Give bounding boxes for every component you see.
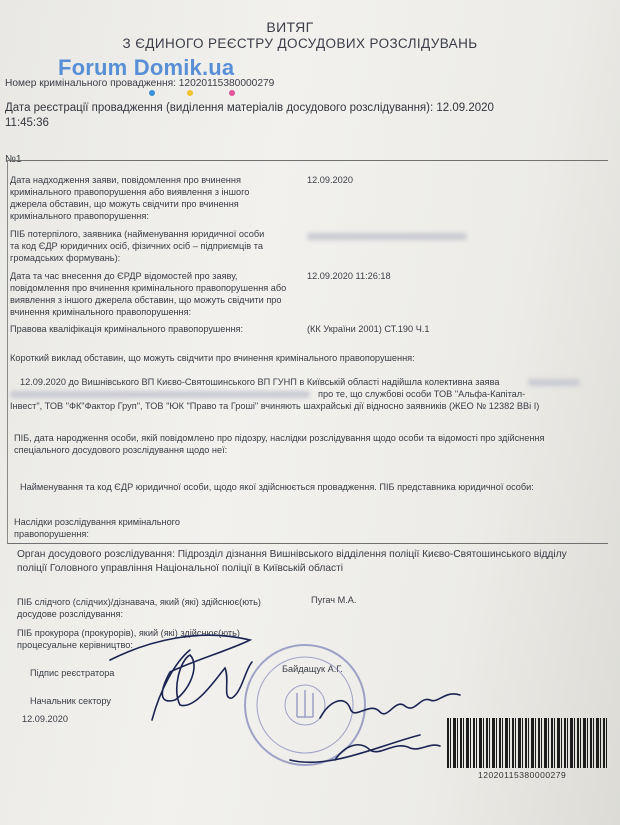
document-title: ВИТЯГ xyxy=(266,19,314,35)
suspect-label-2: спеціального досудового розслідування щодо неї: xyxy=(14,445,228,455)
entry-date-label-4: вчинення кримінального правопорушення: xyxy=(10,307,192,317)
watermark-logo: Forum Domik.ua xyxy=(58,55,235,80)
barcode-number: 12020115380000279 xyxy=(478,770,567,780)
registrar-label: Підпис реєстратора xyxy=(30,668,115,678)
qualification-label: Правова кваліфікація кримінального правопорушення: xyxy=(10,324,244,334)
summary-text-3: Інвест", ТОВ "ФК"Фактор Груп", ТОВ "ЮК "Право та Гроші" вчиняють шахрайські дії відносно заявників (ЖЕО № 12382 ВВі I) xyxy=(10,401,540,411)
statement-date-label-3: джерела обставин, що можуть свідчити про вчинення xyxy=(10,199,239,209)
statement-date-label-4: кримінального правопорушення: xyxy=(10,211,149,221)
statement-date-label-2: кримінального правопорушення або виявлення з іншого xyxy=(10,187,250,197)
consequences-label-1: Наслідки розслідування кримінального xyxy=(14,517,180,527)
barcode xyxy=(447,718,609,768)
registration-date-line2: 11:45:36 xyxy=(5,117,49,129)
victim-label-1: ПІБ потерпілого, заявника (найменування юридичної особи xyxy=(10,229,265,239)
prosecutor-label-2: процесуальне керівництво: xyxy=(17,640,133,650)
registrar-signature xyxy=(110,635,252,720)
head-label: Начальник сектору xyxy=(30,696,112,706)
document-date: 12.09.2020 xyxy=(22,714,68,724)
entry-date-label-1: Дата та час внесення до ЄРДР відомостей про заяву, xyxy=(10,271,238,281)
summary-text-1: 12.09.2020 до Вишнівського ВП Києво-Святошинського ВП ГУНП в Київській області надійшла колективна заява xyxy=(20,377,500,387)
entry-date-value: 12.09.2020 11:26:18 xyxy=(307,271,391,281)
document-subtitle: З ЄДИНОГО РЕЄСТРУ ДОСУДОВИХ РОЗСЛІДУВАНЬ xyxy=(122,36,478,51)
statement-date-label-1: Дата надходження заяви, повідомлення про вчинення xyxy=(10,175,241,185)
registration-date-line1: Дата реєстрації провадження (виділення матеріалів досудового розслідування): 12.09.2020 xyxy=(5,102,494,114)
victim-label-3: громадських формувань): xyxy=(10,253,121,263)
official-stamp xyxy=(245,645,365,765)
statement-date-value: 12.09.2020 xyxy=(307,175,353,185)
summary-text-2: про те, що службові особи ТОВ "Альфа-Капітал- xyxy=(318,389,526,399)
victim-label-2: та код ЄДР юридичних осіб, фізичних осіб – підприємців та xyxy=(10,241,263,251)
entry-date-label-3: виявлення з іншого джерела обставин, що можуть свідчити про xyxy=(10,295,282,305)
investigation-body-2: поліції Головного управління Національної поліції в Київській області xyxy=(17,563,344,574)
summary-label: Короткий виклад обставин, що можуть свідчити про вчинення кримінального правопорушення: xyxy=(10,353,415,363)
registrar-value: Байдащук А.Г. xyxy=(282,664,343,674)
proceeding-number: Номер кримінального провадження: 12020115380000279 xyxy=(5,78,275,89)
investigation-body-1: Орган досудового розслідування: Підрозділ дізнання Вишнівського відділення поліції Києво-Святошинського відділу xyxy=(17,549,567,560)
prosecutor-label-1: ПІБ прокурора (прокурорів), який (які) здійснює(ють) xyxy=(17,628,240,638)
legal-entity-label: Найменування та код ЄДР юридичної особи, щодо якої здійснюється провадження. ПІБ представника юридичної особи: xyxy=(20,482,534,492)
investigator-label-2: досудове розслідування: xyxy=(17,609,124,619)
investigator-label-1: ПІБ слідчого (слідчих)/дізнавача, який (які) здійснює(ють) xyxy=(17,597,261,607)
consequences-label-2: правопорушення: xyxy=(14,529,89,539)
qualification-value: (КК України 2001) СТ.190 Ч.1 xyxy=(307,324,430,334)
entry-date-label-2: повідомлення про вчинення кримінального правопорушення або xyxy=(10,283,287,293)
suspect-label-1: ПІБ, дата народження особи, якій повідомлено про підозру, наслідки розслідування щодо особи та відомості про здійснення xyxy=(14,433,545,443)
entry-number: №1 xyxy=(5,154,22,165)
investigator-value: Пугач М.А. xyxy=(311,595,357,605)
